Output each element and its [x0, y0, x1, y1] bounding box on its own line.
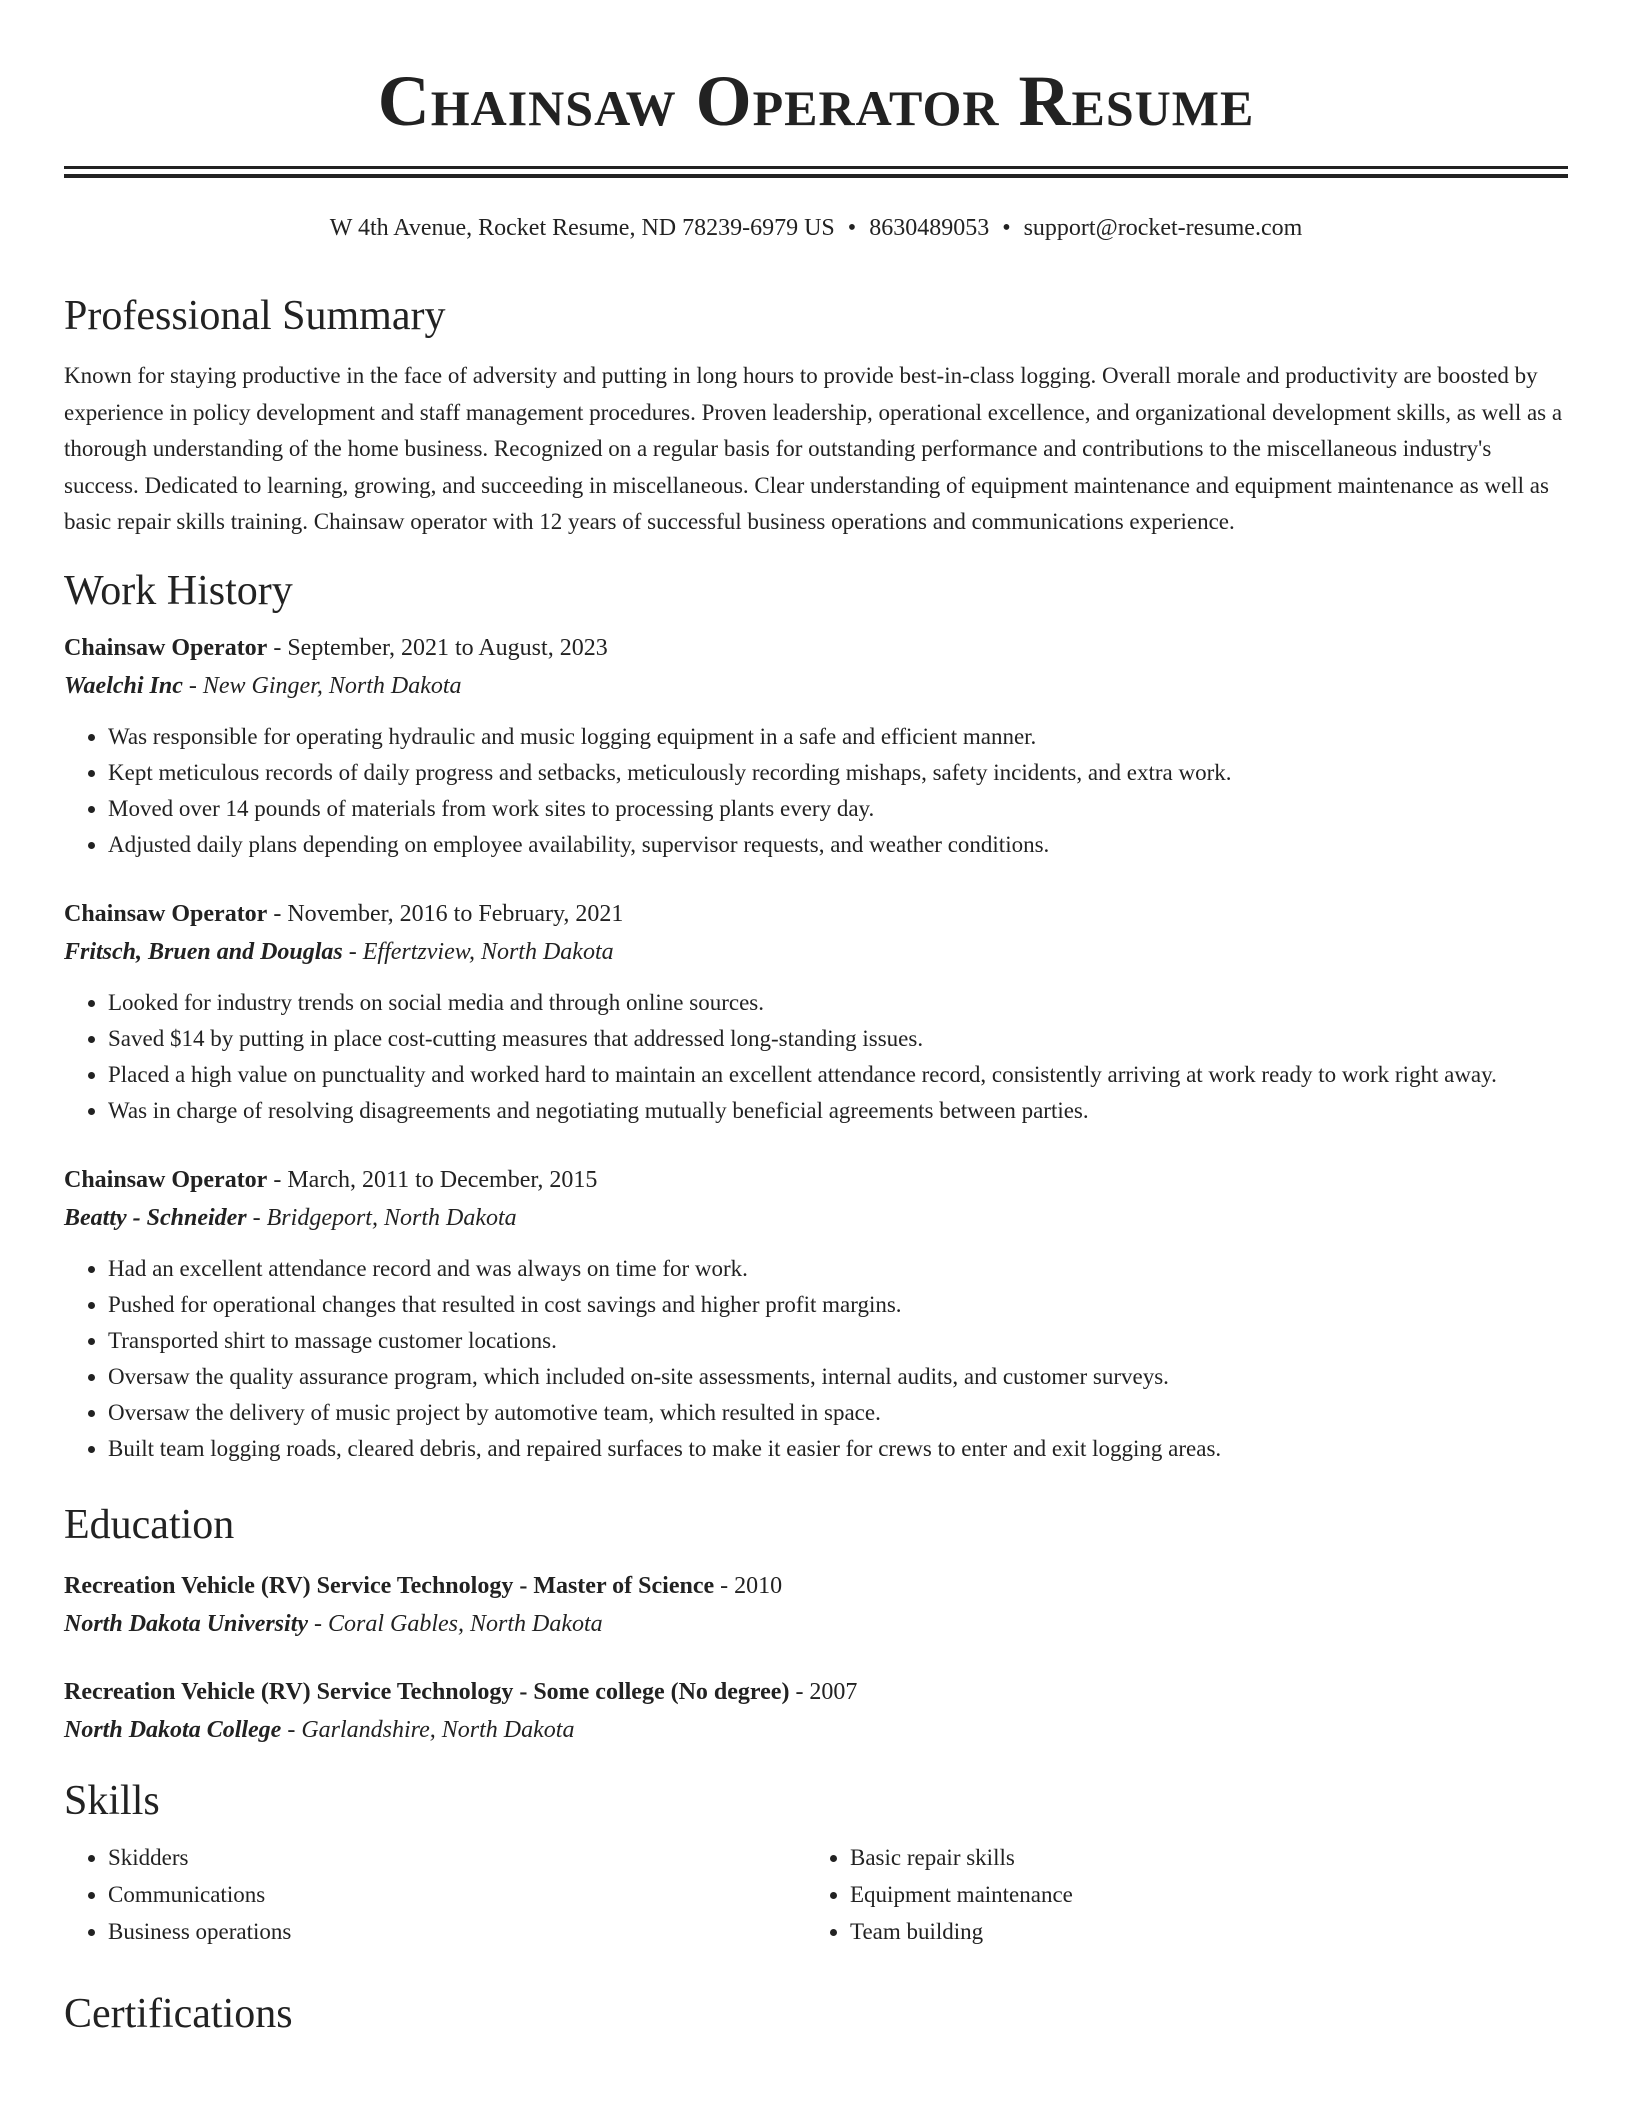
contact-line — [64, 208, 1568, 248]
job-bullets — [64, 719, 1568, 863]
job-company-line — [64, 667, 1568, 705]
skill-item: • Skidders — [108, 1839, 806, 1876]
job-entry — [64, 629, 1568, 863]
job-entry — [64, 1161, 1568, 1467]
job-bullet: • Kept meticulous records of daily progress and setbacks, meticulously recording mishaps, safety incidents, and extra work. — [108, 755, 1568, 791]
job-dates: - March, 2011 to December, 2015 — [267, 1166, 598, 1193]
job-title: Chainsaw Operator — [64, 1166, 268, 1193]
resume-title: Chainsaw Operator Resume — [377, 61, 1255, 141]
job-dates: - September, 2021 to August, 2023 — [267, 634, 608, 661]
job-company: Fritsch, Bruen and Douglas — [64, 938, 343, 965]
education-location: - Garlandshire, North Dakota — [281, 1716, 575, 1743]
skill-item: • Equipment maintenance — [850, 1876, 1548, 1913]
skills-heading: Skills — [64, 1777, 160, 1824]
job-bullet: • Transported shirt to massage customer locations. — [108, 1323, 1568, 1359]
job-title-line — [64, 1161, 1568, 1199]
summary-text: Known for staying productive in the face of adversity and putting in long hours to provide best-in-class logging. Overall morale and productivity are boosted by experience in policy development and staff management procedures. Proven leadership, operational excellence, and organizational development skills, as well as a thorough understanding of the home business. Recognized on a regular basis for outstanding performance and contributions to the miscellaneous industry's success. Dedicated to learning, growing, and succeeding in miscellaneous. Clear understanding of equipment maintenance and equipment maintenance as well as basic repair skills training. Chainsaw operator with 12 years of successful business operations and communications experience. — [64, 363, 1563, 534]
job-bullet: • Looked for industry trends on social media and through online sources. — [108, 985, 1568, 1021]
skill-item: • Business operations — [108, 1913, 806, 1950]
job-bullets — [64, 985, 1568, 1129]
education-school-line — [64, 1711, 1568, 1749]
job-company: Waelchi Inc — [64, 672, 183, 699]
job-bullet: • Saved $14 by putting in place cost-cutting measures that addressed long-standing issues. — [108, 1021, 1568, 1057]
job-title-line — [64, 629, 1568, 667]
job-company-line — [64, 1199, 1568, 1237]
header-divider-top — [64, 166, 1568, 169]
education-heading: Education — [64, 1501, 235, 1548]
job-bullet: • Pushed for operational changes that resulted in cost savings and higher profit margins. — [108, 1287, 1568, 1323]
education-entry — [64, 1567, 1568, 1643]
job-dates: - November, 2016 to February, 2021 — [267, 900, 624, 927]
education-degree: Recreation Vehicle (RV) Service Technology - Master of Science — [64, 1572, 715, 1599]
job-bullet: • Oversaw the delivery of music project by automotive team, which resulted in space. — [108, 1395, 1568, 1431]
job-location: - Effertzview, North Dakota — [342, 938, 614, 965]
contact-separator: • — [1002, 215, 1011, 241]
job-company-line — [64, 933, 1568, 971]
education-school-line — [64, 1605, 1568, 1643]
job-entry — [64, 895, 1568, 1129]
education-degree-line — [64, 1673, 1568, 1711]
job-location: - New Ginger, North Dakota — [182, 672, 462, 699]
contact-phone: 8630489053 — [869, 215, 990, 241]
skill-item: • Basic repair skills — [850, 1839, 1548, 1876]
skill-item: • Communications — [108, 1876, 806, 1913]
job-location: - Bridgeport, North Dakota — [246, 1204, 517, 1231]
job-bullet: • Was responsible for operating hydraulic and music logging equipment in a safe and efficient manner. — [108, 719, 1568, 755]
contact-separator: • — [847, 215, 857, 241]
job-bullet: • Was in charge of resolving disagreements and negotiating mutually beneficial agreements between parties. — [108, 1093, 1568, 1129]
skills-column-left — [64, 1839, 806, 1950]
contact-address: W 4th Avenue, Rocket Resume, ND 78239-6979 US — [329, 215, 835, 241]
education-school: North Dakota College — [64, 1716, 282, 1743]
skills-column-right — [806, 1839, 1548, 1950]
education-degree-line — [64, 1567, 1568, 1605]
job-bullet: • Placed a high value on punctuality and worked hard to maintain an excellent attendance record, consistently arriving at work ready to work right away. — [108, 1057, 1568, 1093]
education-location: - Coral Gables, North Dakota — [308, 1610, 603, 1637]
job-title: Chainsaw Operator — [64, 900, 268, 927]
job-bullets — [64, 1251, 1568, 1467]
summary-heading: Professional Summary — [64, 293, 446, 339]
header-divider-bottom — [64, 174, 1568, 178]
contact-email: support@rocket-resume.com — [1023, 215, 1303, 241]
resume-content — [64, 0, 1568, 2044]
job-company: Beatty - Schneider — [64, 1204, 247, 1231]
education-entry — [64, 1673, 1568, 1749]
education-degree: Recreation Vehicle (RV) Service Technology - Some college (No degree) — [64, 1678, 790, 1705]
certifications-heading: Certifications — [64, 1990, 293, 2037]
job-bullet: • Adjusted daily plans depending on employee availability, supervisor requests, and weather conditions. — [108, 827, 1568, 863]
education-school: North Dakota University — [64, 1610, 309, 1637]
skills-list — [64, 1839, 1568, 1950]
job-bullet: • Built team logging roads, cleared debris, and repaired surfaces to make it easier for crews to enter and exit logging areas. — [108, 1431, 1568, 1467]
job-title: Chainsaw Operator — [64, 634, 268, 661]
skill-item: • Team building — [850, 1913, 1548, 1950]
education-year: - 2010 — [714, 1572, 783, 1599]
job-bullet: • Had an excellent attendance record and was always on time for work. — [108, 1251, 1568, 1287]
job-bullet: • Moved over 14 pounds of materials from work sites to processing plants every day. — [108, 791, 1568, 827]
work-history-heading: Work History — [64, 567, 293, 614]
job-bullet: • Oversaw the quality assurance program, which included on-site assessments, internal audits, and customer surveys. — [108, 1359, 1568, 1395]
job-title-line — [64, 895, 1568, 933]
education-year: - 2007 — [789, 1678, 858, 1705]
